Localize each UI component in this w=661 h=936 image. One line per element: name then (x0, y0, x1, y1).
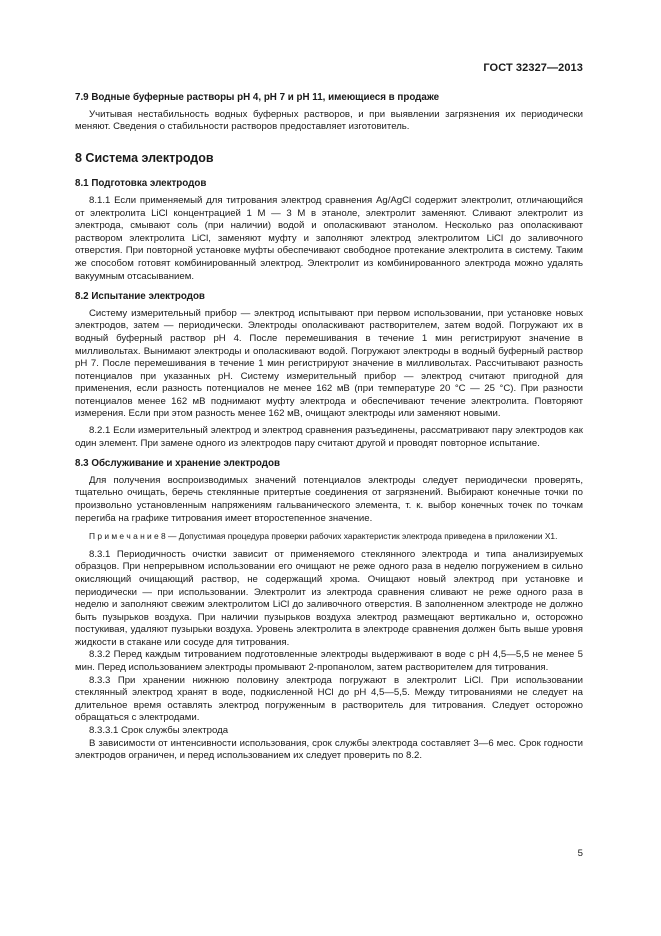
page-content (75, 92, 583, 763)
section-7-9-heading: 7.9 Водные буферные растворы pH 4, pH 7 и pH 11, имеющиеся в продаже (75, 92, 440, 103)
section-8-2-1-paragraph: 8.2.1 Если измерительный электрод и электрод сравнения разъединены, рассматривают пару электродов как один элемент. При замене одного из электродов пару считают другой и проводят повторное испытание. (75, 425, 583, 449)
section-8-2-paragraph: Систему измерительный прибор — электрод испытывают при первом использовании, при установке новых электродов, затем — периодически. Электроды ополаскивают растворителем, затем водой. Погружают их в водный буферный раствор pH 4. После перемешивания в течение 1 мин регистрируют значение в милливольтах. Вынимают электроды и ополаскивают водой. Погружают электроды в водный буферный раствор pH 7. После перемешивания в течение 1 мин регистрируют значение в милливольтах. Рассчитывают разность потенциалов при указанных pH. Систему измерительный прибор — электрод считают пригодной для применения, если разность потенциалов не менее 162 мВ (при температуре 20 °C — 25 °C). При разности потенциалов менее 162 мВ поднимают муфту электрода и обеспечивают течение электролита. Повторяют измерения. Если при этом разность менее 162 мВ, очищают электроды или заменяют новыми. (75, 307, 583, 420)
section-8-3-3-1-paragraph: В зависимости от интенсивности использования, срок службы электрода составляет 3—6 мес. Срок годности электродов ограничен, и перед использованием их следует проверить по 8.2. (75, 737, 583, 762)
section-8-3-paragraph: Для получения воспроизводимых значений потенциалов электроды следует периодически проверять, тщательно очищать, беречь стеклянные притертые соединения от загрязнений. Выбирают конечные точки по произвольно установленным напряжениям гальванического элемента, т. к. выбор конечных точек по точкам перегиба на графике титрования имеет второстепенное значение. (75, 474, 583, 524)
note-text: 8 — Допустимая процедура проверки рабочих характеристик электрода приведена в приложении X1. (158, 531, 558, 542)
section-8-1-heading: 8.1 Подготовка электродов (75, 178, 207, 190)
section-8-heading: 8 Система электродов (75, 150, 214, 165)
section-8-2-heading: 8.2 Испытание электродов (75, 291, 205, 303)
page-number: 5 (577, 848, 583, 859)
section-8-1-1-paragraph: 8.1.1 Если применяемый для титрования электрод сравнения Ag/AgCl содержит электролит, отличающийся от электролита LiCl концентрацией 1 M — 3 M в этаноле, электролит заменяют. Сливают электролит из электрода, смывают соль (при наличии) водой и ополаскивают этанолом. Несколько раз ополаскивают раствором электролита LiCl, заменяют муфту и заполняют электрод электролитом LiCl до заливочного отверстия. При повторной установке муфты обеспечивают свободное протекание электролита в систему. Таким же способом готовят комбинированный электрод. Электролит из комбинированного электрода можно удалять вакуумным отсасыванием. (75, 194, 583, 282)
note-label: П р и м е ч а н и е (89, 531, 159, 542)
section-8-3-3-paragraph: 8.3.3 При хранении нижнюю половину электрода погружают в электролит LiCl. При использовании стеклянный электрод хранят в воде, подкисленной HCl до pH 4,5—5,5. Между титрованиями не следует на длительное время оставлять электрод погруженным в растворитель для титрования. Следует осторожно обращаться с электродами. (75, 674, 583, 724)
section-7-9-paragraph: Учитывая нестабильность водных буферных растворов, и при выявлении загрязнения их периодически меняют. Сведения о стабильности растворов предоставляет изготовитель. (75, 108, 583, 133)
section-8-3-heading: 8.3 Обслуживание и хранение электродов (75, 458, 280, 470)
section-8-3-2-paragraph: 8.3.2 Перед каждым титрованием подготовленные электроды выдерживают в воде с pH 4,5—5,5 не менее 5 мин. Перед использованием электроды промывают 2-пропанолом, затем растворителем для титрования. (75, 649, 583, 674)
note-8 (75, 531, 583, 543)
document-header-number: ГОСТ 32327—2013 (483, 62, 583, 74)
section-8-3-3-1-heading: 8.3.3.1 Срок службы электрода (89, 725, 229, 737)
section-8-3-1-paragraph: 8.3.1 Периодичность очистки зависит от применяемого стеклянного электрода и типа анализируемых образцов. При непрерывном использовании его очищают не реже одного раза в неделю погружением в сильно окисляющий очищающий раствор, не содержащий хрома. Очищают новый электрод при установке и периодически — при использовании. Электролит из электрода сравнения сливают не реже одного раза в неделю и заполняют свежим электролитом LiCl до заливочного отверстия. В заполненном электроде не должно быть пузырьков воздуха. При наличии пузырьков воздуха электрод размещают вертикально и, осторожно постукивая, удаляют пузырьки воздуха. Уровень электролита в электроде сравнения должен быть выше уровня жидкости в стакане или сосуде для титрования. (75, 548, 583, 648)
